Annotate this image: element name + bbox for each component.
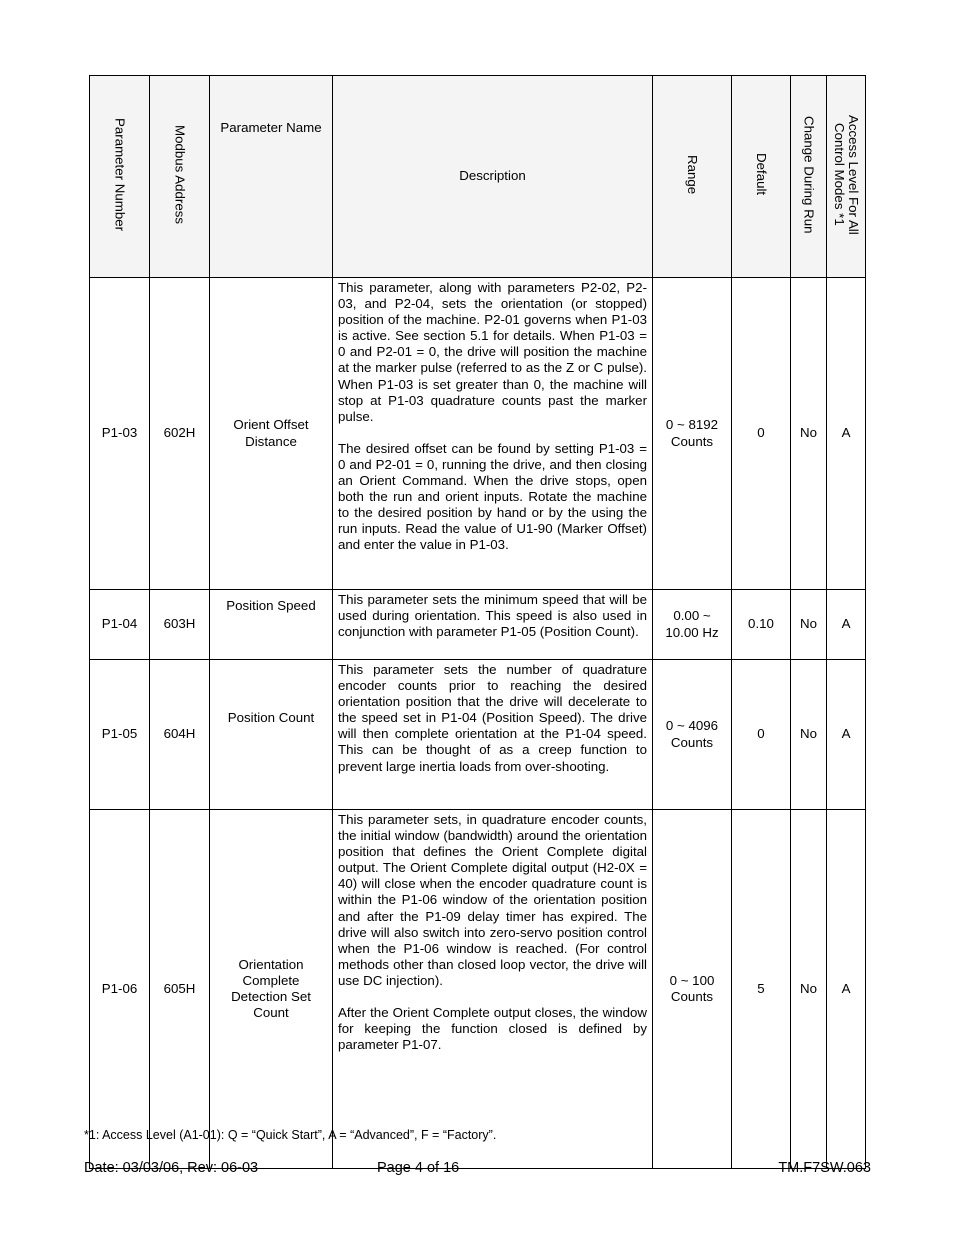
table-row xyxy=(90,660,866,810)
modbus-address: 605H xyxy=(150,810,210,1169)
footnote: *1: Access Level (A1-01): Q = “Quick Start”, A = “Advanced”, F = “Factory”. xyxy=(84,1128,497,1142)
header-description: Description xyxy=(333,76,653,278)
param-range: 0.00 ~ 10.00 Hz xyxy=(653,590,732,660)
param-number: P1-05 xyxy=(90,660,150,810)
param-change-during-run: No xyxy=(791,660,827,810)
param-default: 0.10 xyxy=(732,590,791,660)
param-access-level: A xyxy=(827,590,866,660)
param-description: This parameter sets the minimum speed that will be used during orientation. This speed is also used in conjunction with parameter P1-05 (Position Count). xyxy=(333,590,653,660)
table-row xyxy=(90,278,866,590)
param-change-during-run: No xyxy=(791,810,827,1169)
modbus-address: 602H xyxy=(150,278,210,590)
footer-date: Date: 03/03/06, Rev: 06-03 xyxy=(84,1160,259,1176)
param-default: 0 xyxy=(732,660,791,810)
table-row xyxy=(90,590,866,660)
param-range: 0 ~ 8192 Counts xyxy=(653,278,732,590)
header-parameter-number: Parameter Number xyxy=(90,76,150,278)
param-range: 0 ~ 100 Counts xyxy=(653,810,732,1169)
param-number: P1-04 xyxy=(90,590,150,660)
table-row xyxy=(90,810,866,1169)
param-range: 0 ~ 4096 Counts xyxy=(653,660,732,810)
param-name: Position Speed xyxy=(210,590,333,660)
header-range: Range xyxy=(653,76,732,278)
param-description: This parameter, along with parameters P2-02, P2-03, and P2-04, sets the orientation (or stopped) position of the machine. P2-01 governs when P1-03 is active. See section 5.1 for details. When P1-03 = 0 and P2-01 = 0, the drive will position the machine at the marker pulse (referred to as the Z or C pulse). When P1-03 is set greater than 0, the machine will stop at P1-03 quadrature counts past the marker pulse. The desired offset can be found by setting P1-03 = 0 and P2-01 = 0, running the drive, and then closing an Orient Command. When the drive stops, open both the run and orient inputs. Rotate the machine to the desired position by hand or by the using the run inputs. Read the value of U1-90 (Marker Offset) and enter the value in P1-03. xyxy=(333,278,653,590)
param-description: This parameter sets the number of quadrature encoder counts prior to reaching the desired orientation position that the drive will decelerate to the speed set in P1-04 (Position Speed). The drive will then complete orientation at the P1-04 speed. This can be thought of as a creep function to prevent large inertia loads from over-shooting. xyxy=(333,660,653,810)
modbus-address: 603H xyxy=(150,590,210,660)
param-default: 5 xyxy=(732,810,791,1169)
header-modbus-address: Modbus Address xyxy=(150,76,210,278)
param-change-during-run: No xyxy=(791,278,827,590)
header-parameter-name: Parameter Name xyxy=(210,76,333,278)
modbus-address: 604H xyxy=(150,660,210,810)
param-number: P1-03 xyxy=(90,278,150,590)
parameter-table xyxy=(89,75,866,1169)
param-access-level: A xyxy=(827,810,866,1169)
footer-page-number: Page 4 of 16 xyxy=(377,1160,460,1176)
param-change-during-run: No xyxy=(791,590,827,660)
param-name: Orient Offset Distance xyxy=(210,278,333,590)
header-row xyxy=(90,76,866,278)
param-access-level: A xyxy=(827,278,866,590)
param-name: Orientation Complete Detection Set Count xyxy=(210,810,333,1169)
param-access-level: A xyxy=(827,660,866,810)
param-number: P1-06 xyxy=(90,810,150,1169)
param-default: 0 xyxy=(732,278,791,590)
header-default: Default xyxy=(732,76,791,278)
param-name: Position Count xyxy=(210,660,333,810)
header-access-level: Access Level For All Control Modes *1 xyxy=(827,76,866,278)
header-change-during-run: Change During Run xyxy=(791,76,827,278)
footer-document-id: TM.F7SW.063 xyxy=(778,1160,871,1176)
param-description: This parameter sets, in quadrature encoder counts, the initial window (bandwidth) around the orientation position that defines the Orient Complete digital output. The Orient Complete digital output (H2-0X = 40) will close when the encoder quadrature count is within the P1-06 window of the orientation position and after the P1-09 delay timer has expired. The drive will also switch into zero-servo position control when the P1-06 window is reached. (For control methods other than closed loop vector, the drive will use DC injection). After the Orient Complete output closes, the window for keeping the function closed is defined by parameter P1-07. xyxy=(333,810,653,1169)
